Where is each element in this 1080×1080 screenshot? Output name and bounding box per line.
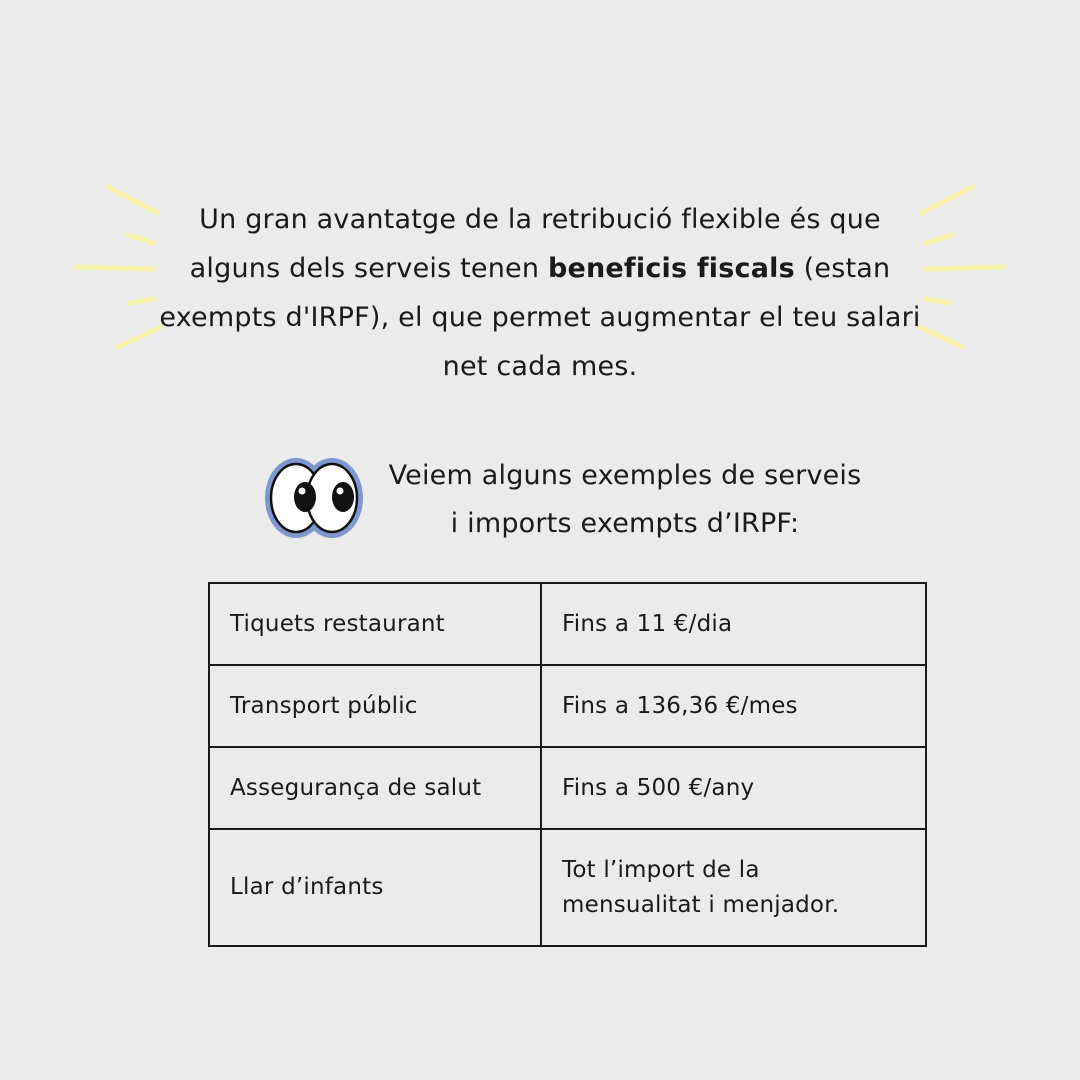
service-cell: Tiquets restaurant <box>209 583 541 665</box>
intro-text-end: (estan exempts d'IRPF), el que permet augmentar el teu salari net cada mes. <box>159 253 921 382</box>
table-row <box>209 583 926 665</box>
amount-line-2: mensualitat i menjador. <box>562 891 840 918</box>
table-row <box>209 747 926 829</box>
amount-cell: Fins a 11 €/dia <box>541 583 926 665</box>
table-row <box>209 829 926 946</box>
benefits-table <box>208 582 927 947</box>
intro-text-bold: beneficis fiscals <box>547 253 795 284</box>
examples-caption <box>370 452 880 548</box>
examples-line-1: Veiem alguns exemples de serveis <box>388 460 862 491</box>
service-cell: Assegurança de salut <box>209 747 541 829</box>
intro-text-start: Un gran avantatge de la retribució flexible és que alguns dels serveis tenen <box>189 204 881 284</box>
service-cell: Transport públic <box>209 665 541 747</box>
amount-line-1: Tot l’import de la <box>562 856 760 883</box>
amount-cell: Fins a 136,36 €/mes <box>541 665 926 747</box>
service-cell: Llar d’infants <box>209 829 541 946</box>
examples-line-2: i imports exempts d’IRPF: <box>450 508 800 539</box>
table-row <box>209 665 926 747</box>
intro-paragraph <box>150 195 930 391</box>
eyes-icon <box>262 452 366 544</box>
amount-cell <box>541 829 926 946</box>
amount-cell: Fins a 500 €/any <box>541 747 926 829</box>
